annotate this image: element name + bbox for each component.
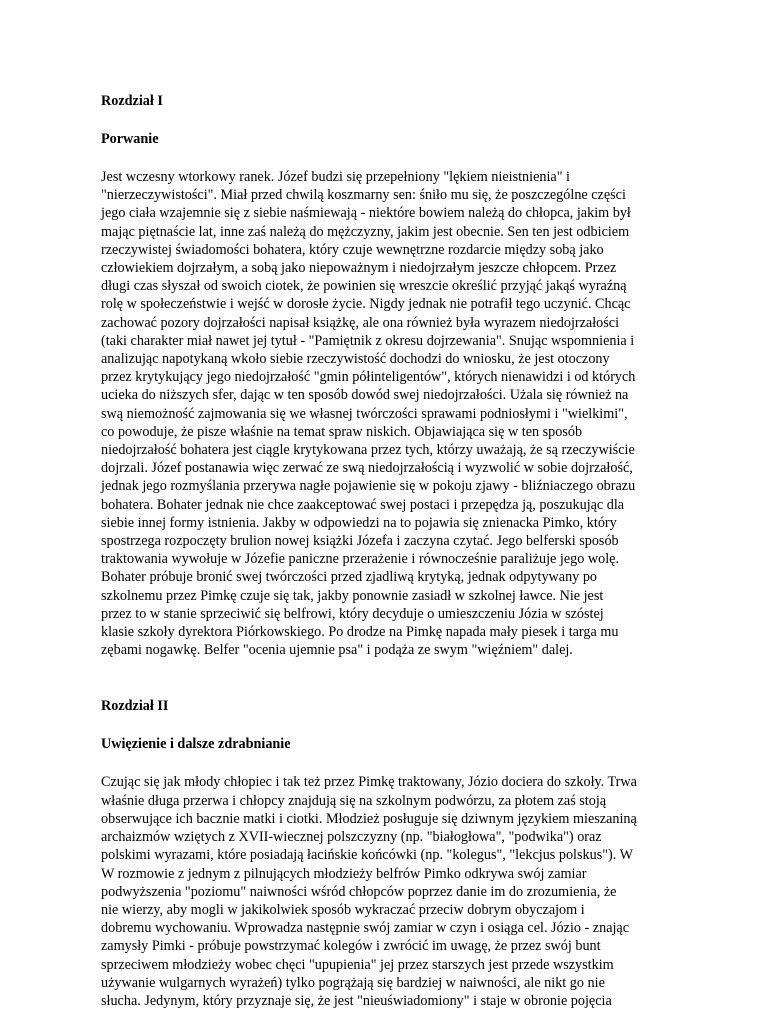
- paragraph-line: zamysły Pimki - próbuje powstrzymać kolegów i zwrócić im uwagę, że przez swój bunt: [101, 938, 601, 955]
- paragraph-line: dobremu wychowaniu. Wprowadza następnie swój zamiar w czyn i osiąga cel. Józio - znając: [101, 920, 630, 937]
- paragraph-line: rzeczywistej świadomości bohatera, który czuje wewnętrzne rozdarcie między sobą jako: [101, 241, 604, 258]
- chapter-section: [101, 92, 681, 659]
- paragraph-line: traktowania wywołuje w Józefie paniczne przerażenie i równocześnie paraliżuje jego wolę.: [101, 551, 619, 568]
- section-title: Uwięzienie i dalsze zdrabnianie: [101, 736, 291, 753]
- paragraph-line: archaizmów wziętych z XVII-wiecznej polszczyzny (np. "białogłowa", "podwika") oraz: [101, 829, 602, 846]
- paragraph-line: przez to w stanie sprzeciwić się belfrowi, który decyduje o umieszczeniu Józia w szóstej: [101, 605, 604, 622]
- paragraph-line: jednak jego rozmyślania przerywa nagłe pojawienie się w pokoju zjawy - bliźniaczego obrazu: [101, 478, 636, 495]
- paragraph-line: używanie wulgarnych wyrażeń) tylko pogrążają się bardziej w naiwności, ale nikt go nie: [101, 974, 605, 991]
- paragraph-line: jego ciała wzajemnie się z siebie naśmiewają - niektóre bowiem należą do chłopca, jakim był: [101, 205, 631, 222]
- paragraph-line: co powoduje, że pisze właśnie na temat spraw niskich. Objawiająca się w ten sposób: [101, 423, 583, 440]
- paragraph-line: bohatera. Bohater jednak nie chce zaakceptować swej postaci i przepędza ją, poszukując dla: [101, 496, 625, 513]
- section-title: Porwanie: [101, 131, 159, 147]
- paragraph-line: spostrzega rozpoczęty brulion nowej książki Józefa i zaczyna czytać. Jego belferski sposób: [101, 533, 619, 550]
- paragraph-line: długi czas słyszał od swoich ciotek, że powinien się wreszcie określić przyjąć jakąś wyraźną: [101, 278, 627, 295]
- paragraph-line: mając piętnaście lat, inne zaś należą do mężczyzny, jakim jest obecnie. Sen ten jest odbiciem: [101, 223, 630, 240]
- paragraph-line: "nierzeczywistości". Miał przed chwilą koszmarny sen: śniło mu się, że poszczególne części: [101, 187, 626, 204]
- paragraph-line: rolę w społeczeństwie i wejść w dorosłe życie. Nigdy jednak nie potrafił tego uczynić. Chcąc: [101, 296, 631, 313]
- chapter-section: [101, 697, 681, 1010]
- paragraph-line: dojrzali. Józef postanawia więc zerwać ze swą niedojrzałością i wyzwolić w sobie dojrzałość,: [101, 460, 633, 477]
- paragraph-line: sprzeciwem młodzieży wobec chęci "upupienia" jej przez starszych jest przede wszystkim: [101, 956, 614, 973]
- paragraph-line: właśnie długa przerwa i chłopcy znajdują się na szkolnym podwórzu, za płotem zaś stoją: [101, 792, 607, 809]
- paragraph-line: Czując się jak młody chłopiec i tak też przez Pimkę traktowany, Józio dociera do szkoły. Trwa: [101, 774, 637, 791]
- title-spacer: [101, 148, 681, 168]
- paragraph-line: klasie szkoły dyrektora Piórkowskiego. Po drodze na Pimkę napada mały piesek i targa mu: [101, 624, 619, 641]
- paragraph-line: W rozmowie z jednym z pilnujących młodzieży belfrów Pimko odkrywa swój zamiar: [101, 865, 587, 882]
- paragraph-line: Bohater próbuje bronić swej twórczości przed zjadliwą krytyką, jednak odpytywany po: [101, 569, 598, 586]
- paragraph-line: zębami nogawkę. Belfer "ocenia ujemnie psa" i podąża ze swym "więźniem" dalej.: [101, 642, 573, 659]
- paragraph-line: Jest wczesny wtorkowy ranek. Józef budzi się przepełniony "lękiem nieistnienia" i: [101, 169, 570, 185]
- heading-spacer: [101, 110, 681, 130]
- paragraph-line: ucieka do niższych sfer, dając w ten sposób dowód swej niedojrzałości. Użala się również na: [101, 387, 629, 404]
- body-paragraph: [101, 773, 681, 1010]
- title-spacer: [101, 753, 681, 773]
- paragraph-line: analizując napotykaną wkoło siebie rzeczywistość dochodzi do wniosku, że jest otoczony: [101, 351, 610, 368]
- paragraph-line: obserwujące ich bacznie matki i ciotki. Młodzież posługuje się dziwnym językiem mieszaniną: [101, 810, 637, 827]
- paragraph-line: niedojrzałość bohatera jest ciągle krytykowana przez tych, którzy uważają, że są rzeczywiście: [101, 442, 635, 459]
- heading-spacer: [101, 715, 681, 735]
- paragraph-line: podwyższenia "poziomu" naiwności wśród chłopców poprzez danie im do zrozumienia, że: [101, 883, 617, 900]
- section-spacer: [101, 659, 681, 697]
- paragraph-line: nie wierzy, aby mogli w jakikolwiek sposób wykraczać przeciw dobrym obyczajom i: [101, 901, 585, 918]
- paragraph-line: polskimi wyrazami, które posiadają łacińskie końcówki (np. "kolegus", "lekcjus polskus"). W: [101, 847, 633, 864]
- chapter-heading: Rozdział I: [101, 93, 163, 109]
- body-paragraph: [101, 168, 681, 659]
- paragraph-line: (taki charakter miał nawet jej tytuł - "Pamiętnik z okresu dojrzewania". Snując wspomnienia i: [101, 332, 635, 349]
- paragraph-line: szkolnemu przez Pimkę czuje się tak, jakby ponownie zasiadł w szkolnej ławce. Nie jest: [101, 587, 604, 604]
- paragraph-line: siebie innej formy istnienia. Jakby w odpowiedzi na to pojawia się znienacka Pimko, który: [101, 514, 617, 531]
- chapter-heading: Rozdział II: [101, 698, 169, 715]
- paragraph-line: swą niemożność zajmowania się we własnej twórczości sprawami podniosłymi i "wielkimi",: [101, 405, 628, 422]
- paragraph-line: zachować pozory dojrzałości napisał książkę, ale ona również była wyrazem niedojrzałości: [101, 314, 620, 331]
- paragraph-line: słucha. Jedynym, który przyznaje się, że jest "nieuświadomiony" i staje w obronie pojęcia: [101, 992, 612, 1009]
- paragraph-line: człowiekiem dojrzałym, a sobą jako niepoważnym i niedojrzałym jeszcze chłopcem. Przez: [101, 260, 617, 277]
- paragraph-line: przez krytykujący jego niedojrzałość "gmin półinteligentów", których nienawidzi i od których: [101, 369, 636, 386]
- document-body: [101, 92, 681, 1010]
